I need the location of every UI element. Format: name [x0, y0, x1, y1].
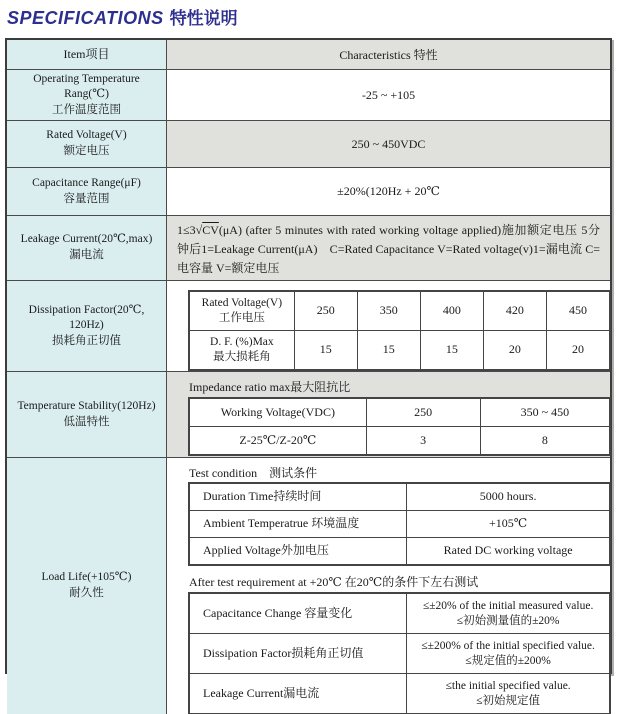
requirement-value-cell	[407, 594, 610, 634]
requirement-value-zh: ≤初始规定值	[476, 694, 541, 707]
after-test-requirement-table	[189, 593, 610, 714]
item-cell-capacitance-range	[7, 168, 167, 215]
test-condition-table	[189, 483, 610, 565]
item-label-en: Temperature Stability(120Hz)	[17, 399, 156, 412]
requirement-value-en: ≤the initial specified value.	[445, 679, 571, 692]
table-row	[190, 399, 610, 427]
page-title-zh: 特性说明	[169, 9, 238, 28]
requirement-label-cell: Dissipation Factor损耗角正切值	[190, 634, 407, 674]
value-cell-rated-voltage: 250 ~ 450VDC	[167, 121, 610, 167]
table-row	[190, 330, 610, 369]
df-value-cell: 20	[546, 330, 609, 369]
row-capacitance-range	[7, 168, 610, 216]
item-label-zh: 损耗角正切值	[52, 334, 121, 347]
df-header-zh: 最大损耗角	[213, 350, 271, 363]
table-row	[190, 511, 610, 538]
table-header-row	[7, 40, 610, 70]
formula-radicand: CV	[202, 222, 219, 237]
condition-label-cell: Applied Voltage外加电压	[190, 538, 407, 565]
item-label-zh: 额定电压	[63, 145, 110, 157]
row-rated-voltage	[7, 121, 610, 168]
item-label-en: Operating Temperature Rang(℃)	[33, 72, 140, 101]
radical-sign: √	[195, 222, 203, 237]
item-label-en: Dissipation Factor(20℃, 120Hz)	[28, 303, 145, 332]
page-title-en: SPECIFICATIONS	[7, 8, 164, 28]
row-dissipation-factor	[7, 281, 610, 372]
requirement-value-cell	[407, 634, 610, 674]
row-leakage-current	[7, 216, 610, 281]
condition-value-cell: 5000 hours.	[407, 484, 610, 511]
table-row	[190, 674, 610, 714]
table-row	[190, 427, 610, 455]
table-row	[190, 291, 610, 330]
value-cell-load-life	[167, 458, 610, 714]
requirement-value-zh: ≤规定值的±200%	[465, 654, 551, 667]
voltage-cell: 450	[546, 291, 609, 330]
voltage-col-cell: 250	[366, 399, 480, 427]
impedance-ratio-value-cell: 3	[366, 427, 480, 455]
table-row	[190, 594, 610, 634]
voltage-cell: 350	[357, 291, 420, 330]
impedance-ratio-value-cell: 8	[480, 427, 609, 455]
table-row	[190, 484, 610, 511]
column-header-characteristics: Characteristics 特性	[167, 40, 610, 69]
specifications-table	[5, 38, 612, 707]
requirement-label-cell: Capacitance Change 容量变化	[190, 594, 407, 634]
condition-label-cell: Ambient Temperatrue 环境温度	[190, 511, 407, 538]
leakage-current-formula-text	[167, 217, 610, 280]
df-value-cell: 15	[420, 330, 483, 369]
item-label-en: Capacitance Range(μF)	[32, 176, 141, 189]
item-cell-load-life	[7, 458, 167, 714]
rated-voltage-header-zh: 工作电压	[218, 311, 265, 324]
condition-value-cell: +105℃	[407, 511, 610, 538]
item-cell-temperature-stability	[7, 372, 167, 457]
item-label-zh: 容量范围	[63, 192, 110, 205]
requirement-label-cell: Leakage Current漏电流	[190, 674, 407, 714]
value-cell-capacitance-range: ±20%(120Hz + 20℃	[167, 168, 610, 215]
row-operating-temperature	[7, 70, 610, 121]
formula-rest: (μA) (after 5 minutes with rated working voltage applied)施加额定电压 5分钟后1=Leakage Current(μA) C=Rated Capacitance V=Rated voltage(v)1=漏电流 C=电容量 V=额定电压	[177, 222, 600, 275]
requirement-value-zh: ≤初始测量值的±20%	[456, 614, 560, 627]
condition-label-cell: Duration Time持续时间	[190, 484, 407, 511]
row-load-life	[7, 458, 610, 714]
df-header-en: D. F. (%)Max	[210, 335, 274, 348]
item-label-en: Load Life(+105℃)	[41, 571, 132, 584]
requirement-value-en: ≤±20% of the initial measured value.	[422, 599, 594, 612]
voltage-cell: 420	[483, 291, 546, 330]
item-label-zh: 低温特性	[63, 415, 110, 428]
df-value-cell: 15	[294, 330, 357, 369]
value-cell-operating-temperature: -25 ~ +105	[167, 70, 610, 120]
after-test-caption: After test requirement at +20℃ 在20℃的条件下左右测试	[189, 575, 479, 589]
rated-voltage-header-en: Rated Voltage(V)	[201, 296, 283, 309]
table-row	[190, 634, 610, 674]
item-label-zh: 漏电流	[69, 249, 104, 261]
page-title	[7, 4, 238, 29]
df-value-cell: 15	[357, 330, 420, 369]
voltage-col-cell: 350 ~ 450	[480, 399, 609, 427]
condition-value-cell: Rated DC working voltage	[407, 538, 610, 565]
row-temperature-stability	[7, 372, 610, 458]
table-row	[190, 538, 610, 565]
item-cell-operating-temperature	[7, 70, 167, 120]
impedance-ratio-caption: Impedance ratio max最大阻抗比	[189, 380, 351, 394]
df-header-cell	[190, 330, 295, 369]
voltage-cell: 400	[420, 291, 483, 330]
formula-prefix: 1≤3	[177, 222, 196, 237]
requirement-value-en: ≤±200% of the initial specified value.	[421, 639, 595, 652]
test-condition-caption: Test condition 测试条件	[189, 466, 318, 480]
value-cell-temperature-stability	[167, 372, 610, 457]
df-value-cell: 20	[483, 330, 546, 369]
item-cell-rated-voltage	[7, 121, 167, 167]
requirement-value-cell	[407, 674, 610, 714]
item-label-zh: 工作温度范围	[52, 103, 121, 116]
item-label-en: Leakage Current(20℃,max)	[20, 233, 153, 246]
value-cell-dissipation-factor	[167, 281, 610, 371]
column-header-item: Item项目	[7, 40, 167, 69]
voltage-cell: 250	[294, 291, 357, 330]
item-cell-dissipation-factor	[7, 281, 167, 371]
impedance-ratio-label-cell: Z-25℃/Z-20℃	[190, 427, 367, 455]
item-label-en: Rated Voltage(V)	[46, 129, 127, 142]
value-cell-leakage-current	[167, 216, 610, 280]
impedance-ratio-table	[189, 398, 610, 455]
working-voltage-header-cell: Working Voltage(VDC)	[190, 399, 367, 427]
dissipation-header-cell	[190, 291, 295, 330]
dissipation-factor-table	[189, 291, 610, 370]
item-cell-leakage-current	[7, 216, 167, 280]
item-label-zh: 耐久性	[69, 587, 104, 599]
